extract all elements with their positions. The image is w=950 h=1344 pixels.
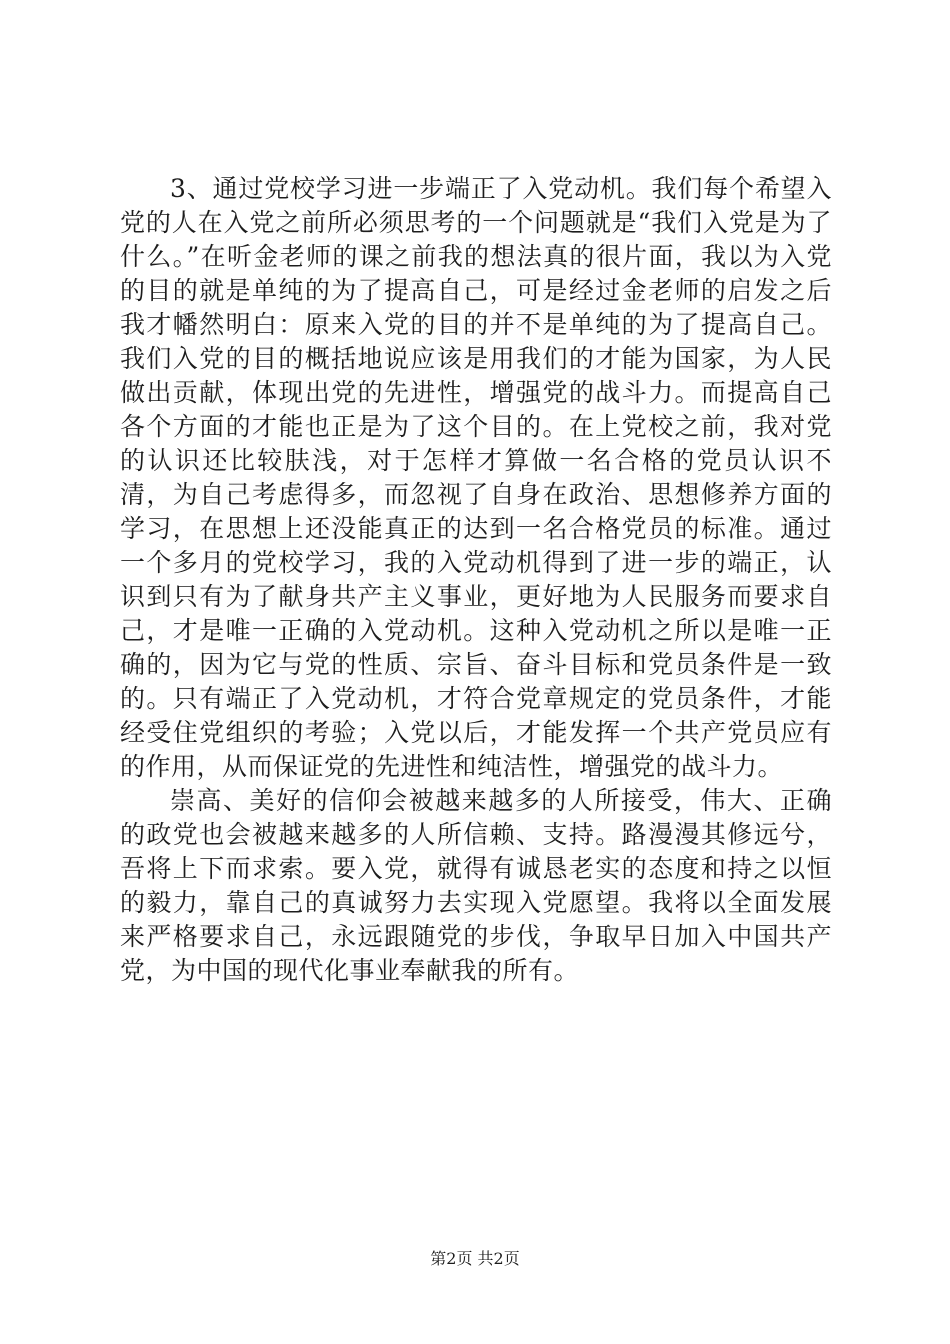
paragraph-conclusion: 崇高、美好的信仰会被越来越多的人所接受，伟大、正确的政党也会被越来越多的人所信赖、支持。路漫漫其修远兮，吾将上下而求索。要入党，就得有诚恳老实的态度和持之以恒的毅力，靠自己的真诚努力去实现入党愿望。我将以全面发展来严格要求自己，永远跟随党的步伐，争取早日加入中国共产党，为中国的现代化事业奉献我的所有。 xyxy=(120,786,832,985)
paragraph-party-motivation: 3、通过党校学习进一步端正了入党动机。我们每个希望入党的人在入党之前所必须思考的一个问题就是“我们入党是为了什么。”在听金老师的课之前我的想法真的很片面，我以为入党的目的就是单纯的为了提高自己，可是经过金老师的启发之后我才幡然明白：原来入党的目的并不是单纯的为了提高自己。我们入党的目的概括地说应该是用我们的才能为国家，为人民做出贡献，体现出党的先进性，增强党的战斗力。而提高自己各个方面的才能也正是为了这个目的。在上党校之前，我对党的认识还比较肤浅，对于怎样才算做一名合格的党员认识不清，为自己考虑得多，而忽视了自身在政治、思想修养方面的学习，在思想上还没能真正的达到一名合格党员的标准。通过一个多月的党校学习，我的入党动机得到了进一步的端正，认识到只有为了献身共产主义事业，更好地为人民服务而要求自己，才是唯一正确的入党动机。这种入党动机之所以是唯一正确的，因为它与党的性质、宗旨、奋斗目标和党员条件是一致的。只有端正了入党动机，才符合党章规定的党员条件，才能经受住党组织的考验；入党以后，才能发挥一个共产党员应有的作用，从而保证党的先进性和纯洁性，增强党的战斗力。 xyxy=(120,174,832,781)
document-body xyxy=(120,172,832,988)
page-footer: 第2页 共2页 xyxy=(430,1249,520,1268)
